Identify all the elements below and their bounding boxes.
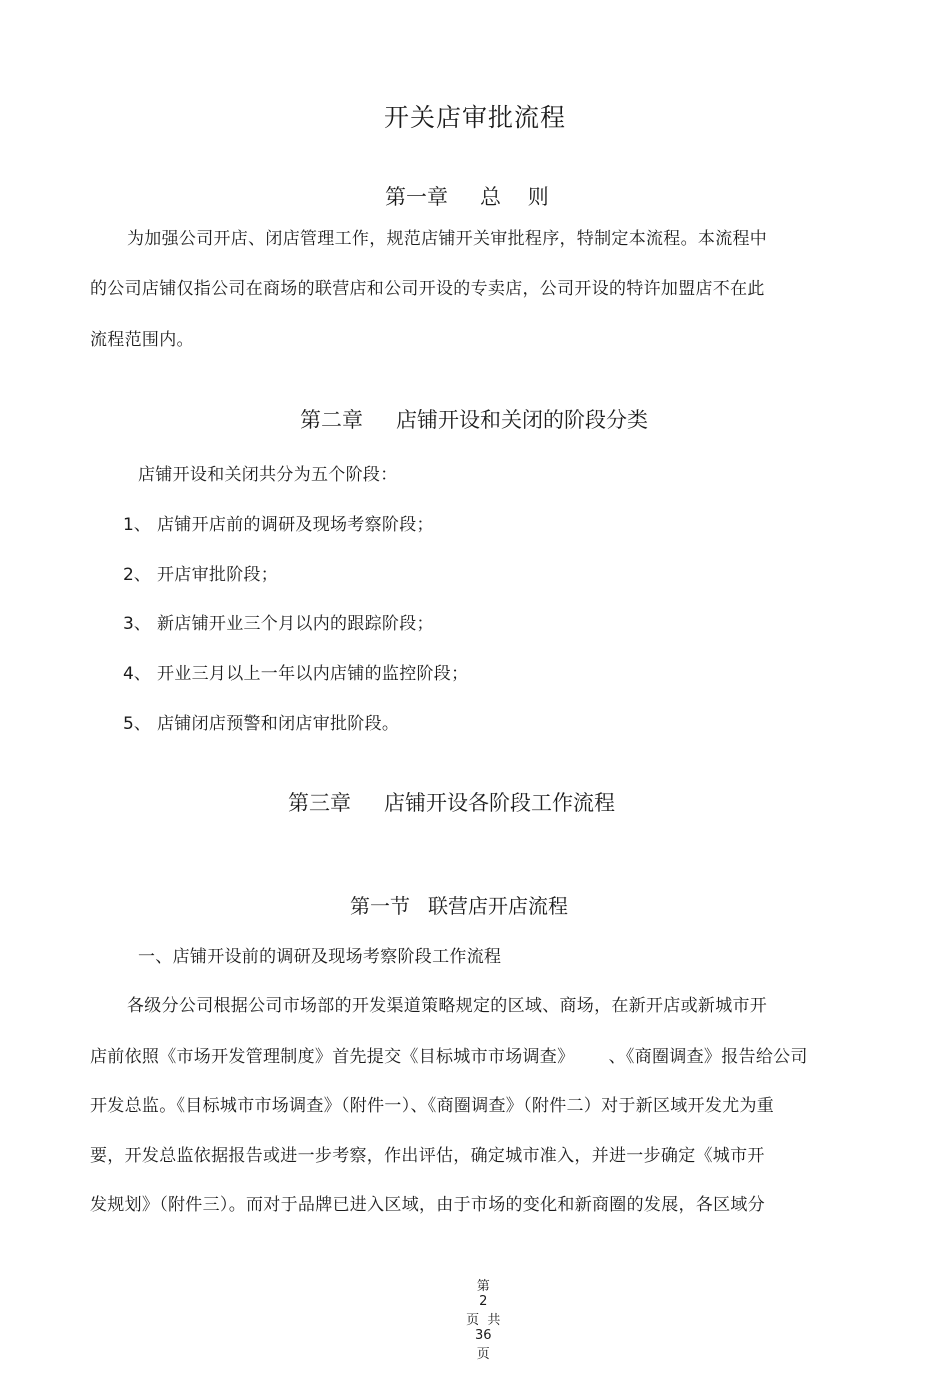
chapter1-paragraph-line-3: 流程范围内。 (90, 330, 194, 350)
chapter3-number: 第三章 (288, 791, 351, 815)
chapter3-paragraph-line-2: 店前依照《市场开发管理制度》首先提交《目标城市市场调查》 、《商圈调查》报告给公司 (90, 1047, 808, 1067)
footer-total-pages: 36 (474, 1328, 492, 1343)
chapter1-title: 总 则 (480, 185, 549, 209)
list-item-4-text: 开业三月以上一年以内店铺的监控阶段； (157, 664, 469, 684)
footer-mid: 页 共 (466, 1313, 501, 1328)
list-item-4-number: 4、 (123, 664, 151, 684)
section1-number: 第一节 (350, 894, 410, 918)
list-item-5-number: 5、 (123, 714, 151, 734)
chapter3-paragraph-line-5: 发规划》（附件三）。而对于品牌已进入区域，由于市场的变化和新商圈的发展，各区域分 (90, 1195, 765, 1215)
chapter1-paragraph-line-1: 为加强公司开店、闭店管理工作，规范店铺开关审批程序，特制定本流程。本流程中 (127, 229, 768, 249)
footer-page-number: 2 (479, 1294, 488, 1309)
chapter1-paragraph-line-2: 的公司店铺仅指公司在商场的联营店和公司开设的专卖店，公司开设的特许加盟店不在此 (90, 279, 765, 299)
page-footer (0, 1260, 950, 1377)
chapter3-paragraph-line-3: 开发总监。《目标城市市场调查》（附件一）、《商圈调查》（附件二）对于新区域开发尤为重 (90, 1096, 775, 1116)
section1-title: 联营店开店流程 (428, 894, 568, 918)
chapter2-title: 店铺开设和关闭的阶段分类 (396, 408, 648, 432)
list-item-2-number: 2、 (123, 565, 151, 585)
list-item-1-number: 1、 (123, 515, 151, 535)
footer-suffix: 页 (476, 1347, 490, 1362)
chapter2-number: 第二章 (300, 408, 363, 432)
chapter2-intro: 店铺开设和关闭共分为五个阶段： (138, 465, 398, 485)
document-title: 开关店审批流程 (383, 103, 566, 132)
list-item-3-number: 3、 (123, 614, 151, 634)
footer-prefix: 第 (476, 1279, 490, 1294)
chapter3-title: 店铺开设各阶段工作流程 (384, 791, 615, 815)
list-item-1-text: 店铺开店前的调研及现场考察阶段； (157, 515, 434, 535)
chapter3-paragraph-line-4: 要，开发总监依据报告或进一步考察，作出评估，确定城市准入，并进一步确定《城市开 (90, 1146, 765, 1166)
list-item-5-text: 店铺闭店预警和闭店审批阶段。 (157, 714, 400, 734)
section1-subheading: 一、店铺开设前的调研及现场考察阶段工作流程 (138, 947, 502, 967)
list-item-2-text: 开店审批阶段； (157, 565, 279, 585)
chapter3-paragraph-line-1: 各级分公司根据公司市场部的开发渠道策略规定的区域、商场，在新开店或新城市开 (127, 996, 768, 1016)
chapter1-number: 第一章 (385, 185, 448, 209)
list-item-3-text: 新店铺开业三个月以内的跟踪阶段； (157, 614, 434, 634)
